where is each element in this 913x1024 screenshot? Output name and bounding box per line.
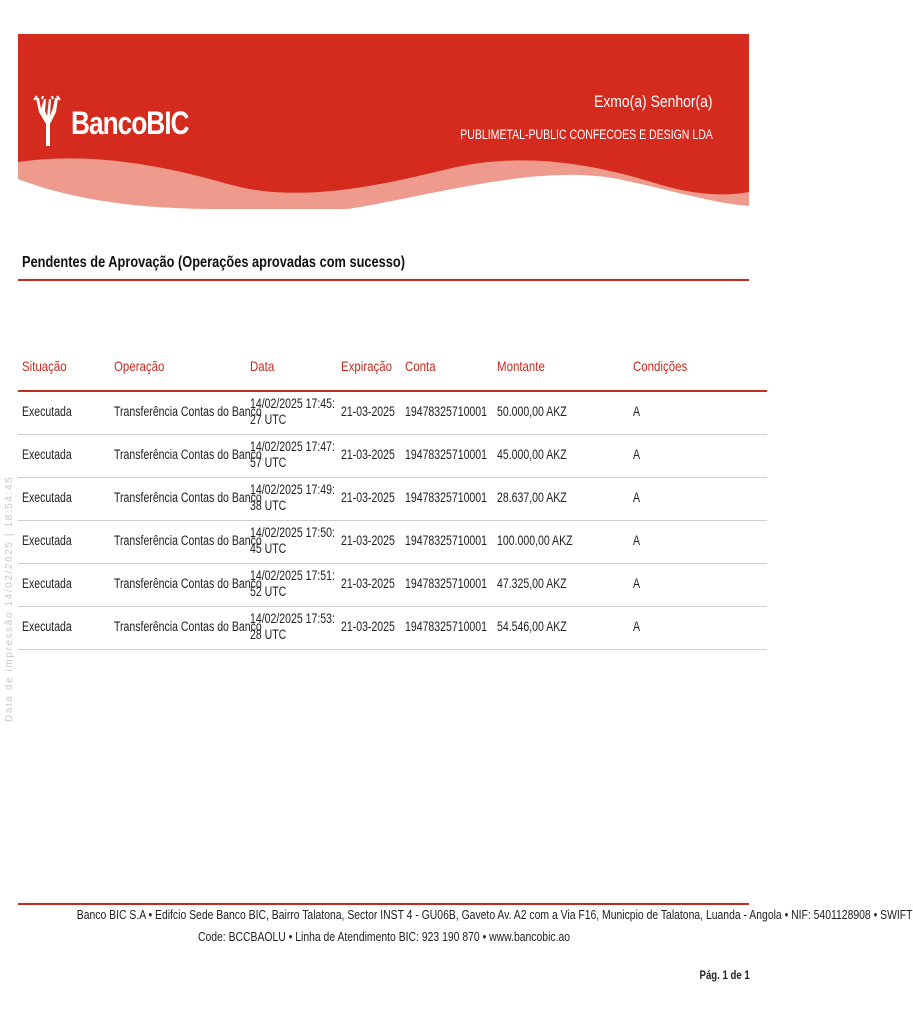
- cell-conta: 19478325710001: [405, 619, 487, 634]
- cell-data: 14/02/2025 17:49:: [250, 482, 335, 497]
- bank-logo: [33, 96, 214, 151]
- cell-operacao: Transferência Contas do Banco: [114, 404, 262, 419]
- header-operacao: Operação: [114, 358, 165, 374]
- cell-montante: 45.000,00 AKZ: [497, 447, 567, 462]
- cell-data: 14/02/2025 17:45:: [250, 396, 335, 411]
- cell-expiracao: 21-03-2025: [341, 447, 395, 462]
- table-row: [18, 435, 767, 478]
- cell-situacao: Executada: [22, 490, 72, 505]
- section-divider: [18, 279, 749, 281]
- cell-expiracao: 21-03-2025: [341, 490, 395, 505]
- cell-data: 14/02/2025 17:47:: [250, 439, 335, 454]
- cell-data-time: 45 UTC: [250, 541, 287, 556]
- cell-data-time: 38 UTC: [250, 498, 287, 513]
- cell-data-time: 57 UTC: [250, 455, 287, 470]
- header-conta: Conta: [405, 358, 436, 374]
- cell-situacao: Executada: [22, 576, 72, 591]
- brand-name: BancoBIC: [71, 105, 189, 141]
- cell-expiracao: 21-03-2025: [341, 619, 395, 634]
- print-date-stamp: Data de impressão 14/02/2025 | 18:54:45: [4, 475, 15, 722]
- table-row: [18, 607, 767, 650]
- cell-situacao: Executada: [22, 619, 72, 634]
- cell-conta: 19478325710001: [405, 404, 487, 419]
- cell-condicoes: A: [633, 533, 641, 548]
- cell-montante: 28.637,00 AKZ: [497, 490, 567, 505]
- cell-situacao: Executada: [22, 533, 72, 548]
- cell-conta: 19478325710001: [405, 447, 487, 462]
- operations-table: [18, 348, 767, 650]
- client-name: PUBLIMETAL-PUBLIC CONFECOES E DESIGN LDA: [460, 127, 713, 142]
- cell-data-time: 52 UTC: [250, 584, 287, 599]
- cell-condicoes: A: [633, 447, 641, 462]
- section-title: Pendentes de Aprovação (Operações aprovadas com sucesso): [22, 254, 405, 271]
- cell-montante: 54.546,00 AKZ: [497, 619, 567, 634]
- cell-conta: 19478325710001: [405, 490, 487, 505]
- cell-operacao: Transferência Contas do Banco: [114, 490, 262, 505]
- table-row: [18, 521, 767, 564]
- cell-expiracao: 21-03-2025: [341, 576, 395, 591]
- cell-data: 14/02/2025 17:53:: [250, 611, 335, 626]
- cell-operacao: Transferência Contas do Banco: [114, 447, 262, 462]
- table-row: [18, 392, 767, 435]
- header-condicoes: Condições: [633, 358, 688, 374]
- cell-montante: 47.325,00 AKZ: [497, 576, 567, 591]
- cell-condicoes: A: [633, 404, 641, 419]
- tree-icon: [33, 96, 63, 151]
- footer-divider: [18, 903, 749, 905]
- header-montante: Montante: [497, 358, 545, 374]
- cell-data: 14/02/2025 17:51:: [250, 568, 335, 583]
- page-number: Pág. 1 de 1: [699, 968, 750, 982]
- header-expiracao: Expiração: [341, 358, 393, 374]
- cell-conta: 19478325710001: [405, 533, 487, 548]
- greeting: Exmo(a) Senhor(a): [594, 92, 713, 111]
- cell-data: 14/02/2025 17:50:: [250, 525, 335, 540]
- cell-data-time: 27 UTC: [250, 412, 287, 427]
- cell-montante: 50.000,00 AKZ: [497, 404, 567, 419]
- table-row: [18, 564, 767, 607]
- cell-montante: 100.000,00 AKZ: [497, 533, 573, 548]
- footer-address: Banco BIC S.A • Edifcio Sede Banco BIC, Bairro Talatona, Sector INST 4 - GU06B, Gaveto Av. A2 com a Via F16, Municpio de Talatona, Luanda - Angola • NIF: 5401128908 • SWIFT: [76, 907, 913, 922]
- header-data: Data: [250, 358, 275, 374]
- cell-condicoes: A: [633, 619, 641, 634]
- table-row: [18, 478, 767, 521]
- cell-expiracao: 21-03-2025: [341, 533, 395, 548]
- cell-operacao: Transferência Contas do Banco: [114, 619, 262, 634]
- cell-condicoes: A: [633, 576, 641, 591]
- cell-operacao: Transferência Contas do Banco: [114, 576, 262, 591]
- table-header: [18, 348, 767, 392]
- footer-contact: Code: BCCBAOLU • Linha de Atendimento BIC: 923 190 870 • www.bancobic.ao: [197, 929, 571, 944]
- cell-conta: 19478325710001: [405, 576, 487, 591]
- cell-situacao: Executada: [22, 447, 72, 462]
- cell-expiracao: 21-03-2025: [341, 404, 395, 419]
- cell-data-time: 28 UTC: [250, 627, 287, 642]
- header-situacao: Situação: [22, 358, 67, 374]
- cell-condicoes: A: [633, 490, 641, 505]
- cell-operacao: Transferência Contas do Banco: [114, 533, 262, 548]
- header-banner: [18, 34, 749, 209]
- cell-situacao: Executada: [22, 404, 72, 419]
